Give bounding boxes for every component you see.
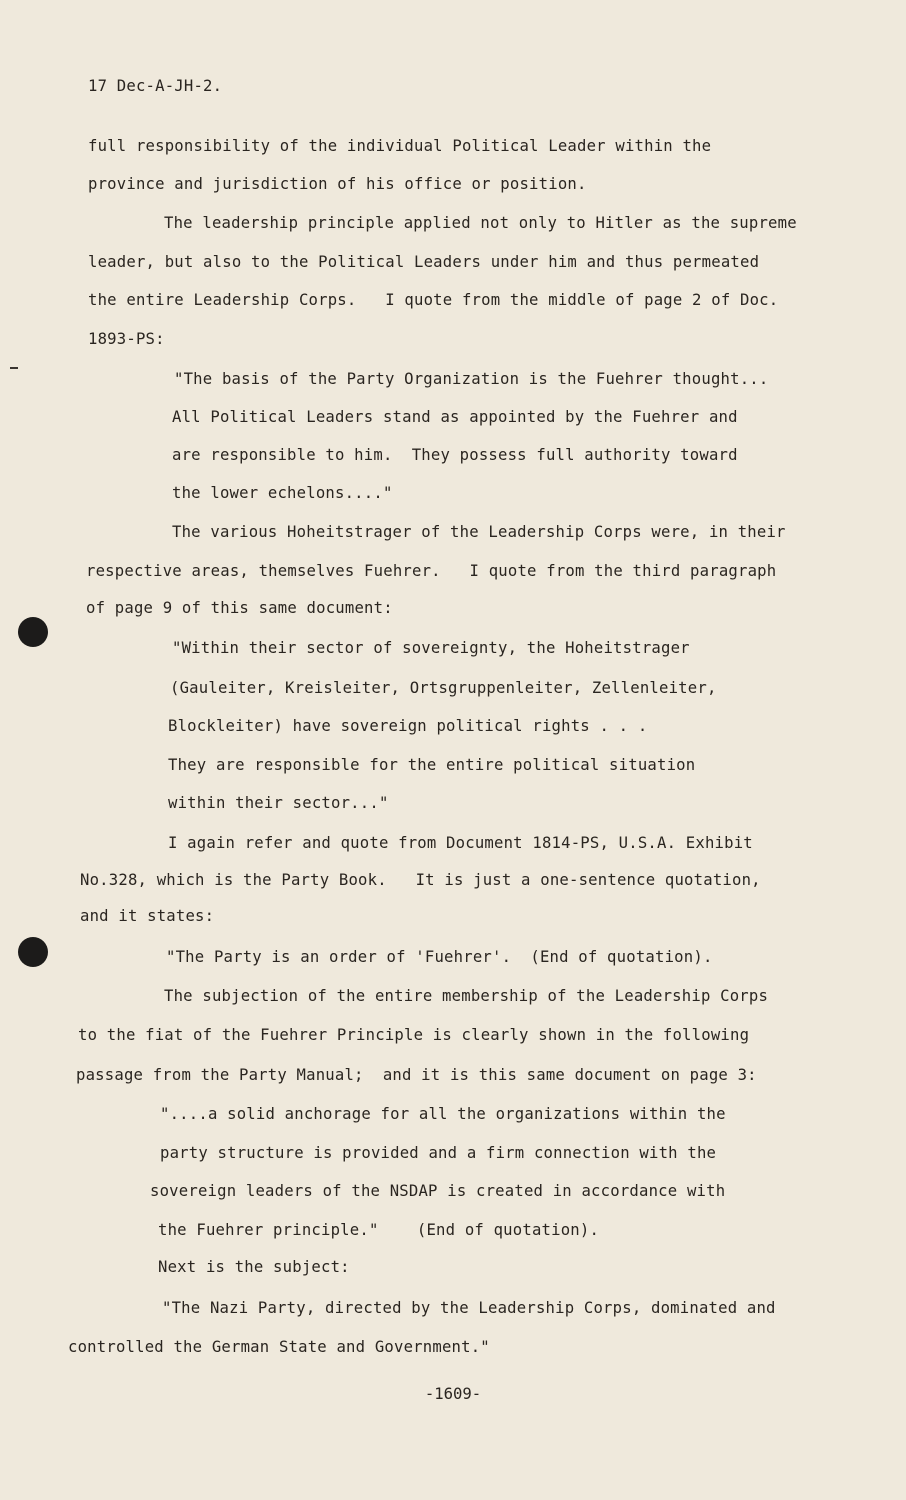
text-line: full responsibility of the individual Political Leader within the — [88, 137, 712, 155]
quote-line: sovereign leaders of the NSDAP is created in accordance with — [150, 1182, 726, 1200]
text-line: respective areas, themselves Fuehrer. I quote from the third paragraph — [86, 562, 777, 580]
quote-line: "The basis of the Party Organization is the Fuehrer thought... — [174, 370, 769, 388]
quote-line: Blockleiter) have sovereign political rights . . . — [168, 717, 648, 735]
text-line: No.328, which is the Party Book. It is just a one-sentence quotation, — [80, 871, 761, 889]
page-number: -1609- — [424, 1385, 482, 1403]
text-line: The leadership principle applied not only to Hitler as the supreme — [164, 214, 797, 232]
text-line: province and jurisdiction of his office or position. — [88, 175, 587, 193]
quote-line: "Within their sector of sovereignty, the Hoheitstrager — [172, 639, 690, 657]
quote-line: All Political Leaders stand as appointed by the Fuehrer and — [172, 408, 738, 426]
document-reference: 17 Dec-A-JH-2. — [88, 77, 223, 95]
quote-line: are responsible to him. They possess full authority toward — [172, 446, 738, 464]
text-line: 1893-PS: — [88, 330, 165, 348]
text-line: to the fiat of the Fuehrer Principle is clearly shown in the following — [78, 1026, 750, 1044]
punch-hole — [18, 937, 48, 967]
text-line: and it states: — [80, 907, 215, 925]
quote-line: the lower echelons...." — [172, 484, 393, 502]
quote-line: They are responsible for the entire political situation — [168, 756, 696, 774]
quote-line: the Fuehrer principle." (End of quotation). — [158, 1221, 600, 1239]
text-line: leader, but also to the Political Leaders under him and thus permeated — [88, 253, 760, 271]
quote-line: (Gauleiter, Kreisleiter, Ortsgruppenleiter, Zellenleiter, — [170, 679, 717, 697]
text-line: I again refer and quote from Document 1814-PS, U.S.A. Exhibit — [168, 834, 753, 852]
margin-mark — [10, 367, 18, 369]
text-line: Next is the subject: — [158, 1258, 350, 1276]
quote-line: "The Nazi Party, directed by the Leadership Corps, dominated and — [162, 1299, 776, 1317]
quote-line: "....a solid anchorage for all the organizations within the — [160, 1105, 726, 1123]
text-line: passage from the Party Manual; and it is this same document on page 3: — [76, 1066, 757, 1084]
quote-line: within their sector..." — [168, 794, 389, 812]
text-line: of page 9 of this same document: — [86, 599, 393, 617]
punch-hole — [18, 617, 48, 647]
text-line: The various Hoheitstrager of the Leadership Corps were, in their — [172, 523, 786, 541]
quote-line: "The Party is an order of 'Fuehrer'. (End of quotation). — [166, 948, 713, 966]
quote-line: party structure is provided and a firm connection with the — [160, 1144, 717, 1162]
quote-line: controlled the German State and Government." — [68, 1338, 490, 1356]
text-line: The subjection of the entire membership of the Leadership Corps — [164, 987, 769, 1005]
text-line: the entire Leadership Corps. I quote from the middle of page 2 of Doc. — [88, 291, 779, 309]
